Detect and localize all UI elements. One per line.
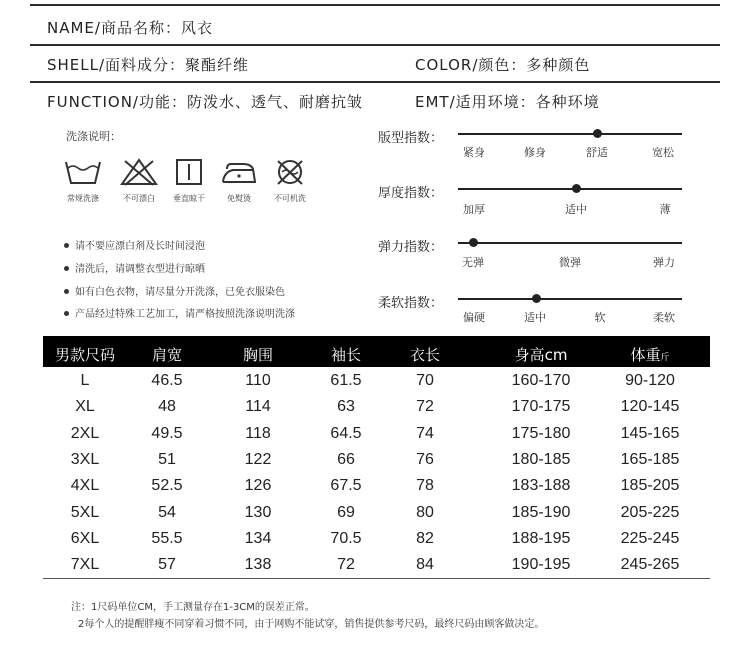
fit-index-scale [458, 133, 682, 135]
table-cell: 180-185 [511, 450, 571, 468]
table-cell: 188-195 [511, 529, 571, 547]
wash-note: 产品经过特殊工艺加工，请严格按照洗涤说明洗涤 [64, 305, 295, 320]
bullet-icon [64, 266, 69, 271]
table-cell: 48 [158, 398, 176, 416]
table-cell: 76 [416, 450, 434, 468]
col-header-chest: 胸围 [242, 346, 274, 364]
washtub-icon [63, 157, 103, 187]
table-cell: 134 [244, 529, 272, 547]
table-cell: 183-188 [511, 477, 571, 495]
divider-2 [30, 81, 720, 83]
wash-note: 请不要应漂白剂及长时间浸泡 [64, 237, 205, 252]
bullet-icon [64, 311, 69, 316]
table-cell: 245-265 [620, 556, 680, 574]
table-cell: 84 [416, 556, 434, 574]
table-cell: 54 [158, 503, 176, 521]
top-divider [30, 4, 720, 6]
weight-unit: 斤 [660, 353, 670, 363]
table-cell: 61.5 [330, 372, 362, 389]
fit-tick: 紧身 [463, 146, 485, 159]
product-function: FUNCTION/功能：防泼水、透气、耐磨抗皱 [47, 93, 363, 111]
table-cell: 3XL [70, 450, 100, 468]
elasticity-tick: 微弹 [559, 256, 581, 269]
table-cell: 72 [337, 556, 355, 574]
wash-label-no-machine: 不可机洗 [274, 194, 306, 203]
table-cell: 122 [244, 450, 272, 468]
footnote-2: 2每个人的提醒胖瘦不同穿着习惯不同，由于网购不能试穿，销售提供参考尺码，最终尺码由顾客做决定。 [78, 619, 545, 630]
size-table-header [43, 336, 710, 367]
fit-tick: 舒适 [586, 146, 608, 159]
col-header-length: 衣长 [409, 346, 441, 364]
softness-tick: 软 [594, 311, 606, 324]
table-cell: 90-120 [625, 372, 675, 389]
softness-index-label: 柔软指数： [378, 296, 444, 311]
softness-index-scale [458, 298, 682, 300]
table-cell: 205-225 [620, 503, 680, 521]
table-cell: 64.5 [330, 424, 362, 442]
product-color: COLOR/颜色：多种颜色 [415, 56, 591, 74]
wash-label-no-bleach: 不可漂白 [123, 194, 155, 203]
thickness-tick: 适中 [565, 203, 587, 216]
table-cell: 63 [337, 398, 355, 416]
iron-icon [219, 157, 259, 187]
thickness-index-label: 厚度指数： [378, 186, 444, 201]
table-cell: 145-165 [620, 424, 680, 442]
table-cell: XL [75, 398, 95, 416]
table-cell: 70 [416, 372, 434, 389]
table-cell: 2XL [70, 424, 100, 442]
fit-index-label: 版型指数： [378, 131, 444, 146]
product-environment: EMT/适用环境：各种环境 [415, 93, 600, 111]
table-cell: 130 [244, 503, 272, 521]
table-cell: 185-205 [620, 477, 680, 495]
wash-label-iron: 免熨烫 [227, 194, 251, 203]
fit-tick: 修身 [524, 146, 546, 159]
table-cell: 80 [416, 503, 434, 521]
table-cell: 66 [337, 450, 355, 468]
table-cell: 185-190 [511, 503, 571, 521]
softness-tick: 适中 [524, 311, 546, 324]
table-cell: 4XL [70, 477, 100, 495]
softness-tick: 偏硬 [463, 311, 485, 324]
elasticity-index-marker [469, 238, 478, 247]
table-cell: 6XL [70, 529, 100, 547]
table-cell: 160-170 [511, 372, 571, 389]
thickness-tick: 加厚 [463, 203, 485, 216]
table-cell: 120-145 [620, 398, 680, 416]
shell-material: SHELL/面料成分：聚酯纤维 [47, 56, 250, 74]
table-cell: 51 [158, 450, 176, 468]
wash-label-hang-dry: 垂直晾干 [173, 194, 205, 203]
wash-title: 洗涤说明： [66, 130, 121, 143]
divider-1 [30, 44, 720, 46]
table-cell: 165-185 [620, 450, 680, 468]
table-cell: 82 [416, 529, 434, 547]
table-cell: 52.5 [151, 477, 183, 495]
table-cell: 138 [244, 556, 272, 574]
table-cell: 225-245 [620, 529, 680, 547]
thickness-index-scale [458, 188, 682, 190]
table-cell: 7XL [70, 556, 100, 574]
col-header-height: 身高cm [514, 346, 568, 364]
table-cell: 110 [245, 372, 271, 389]
table-cell: 175-180 [511, 424, 571, 442]
footnote-1: 注：1尺码单位CM，手工测量存在1-3CM的误差正常。 [71, 602, 315, 613]
table-cell: 5XL [70, 503, 100, 521]
table-cell: 49.5 [151, 424, 183, 442]
col-header-size: 男款尺码 [54, 346, 116, 364]
softness-tick: 柔软 [653, 311, 675, 324]
table-cell: 170-175 [511, 398, 571, 416]
wash-note: 如有白色衣物，请尽量分开洗涤，已免衣服染色 [64, 283, 285, 298]
col-header-shoulder: 肩宽 [151, 346, 183, 364]
no-bleach-icon [119, 157, 159, 187]
thickness-tick: 薄 [659, 203, 671, 216]
elasticity-index-scale [458, 242, 682, 244]
elasticity-tick: 无弹 [462, 256, 484, 269]
bullet-icon [64, 289, 69, 294]
bullet-icon [64, 243, 69, 248]
table-cell: 114 [245, 398, 271, 416]
wash-note: 清洗后，请调整衣型进行晾晒 [64, 260, 205, 275]
col-header-weight: 体重斤 [630, 346, 670, 364]
elasticity-index-label: 弹力指数： [378, 240, 444, 255]
fit-index-marker [593, 129, 602, 138]
table-cell: 55.5 [151, 529, 183, 547]
table-cell: 78 [416, 477, 434, 495]
table-cell: 69 [337, 503, 355, 521]
wash-label-normal: 常规洗涤 [67, 194, 99, 203]
no-machine-wash-icon [270, 157, 310, 187]
table-cell: 74 [416, 424, 434, 442]
col-header-sleeve: 袖长 [330, 346, 362, 364]
table-cell: 46.5 [151, 372, 183, 389]
hang-dry-icon [169, 157, 209, 187]
fit-tick: 宽松 [652, 146, 674, 159]
table-cell: 72 [416, 398, 434, 416]
table-cell: L [80, 372, 90, 389]
elasticity-tick: 弹力 [653, 256, 675, 269]
product-name: NAME/商品名称：风衣 [47, 19, 213, 37]
table-cell: 190-195 [511, 556, 571, 574]
table-cell: 67.5 [330, 477, 362, 495]
softness-index-marker [532, 294, 541, 303]
table-bottom-rule [43, 578, 710, 579]
table-cell: 126 [244, 477, 272, 495]
thickness-index-marker [572, 184, 581, 193]
table-cell: 57 [158, 556, 176, 574]
table-cell: 70.5 [330, 529, 362, 547]
table-cell: 118 [245, 424, 271, 442]
